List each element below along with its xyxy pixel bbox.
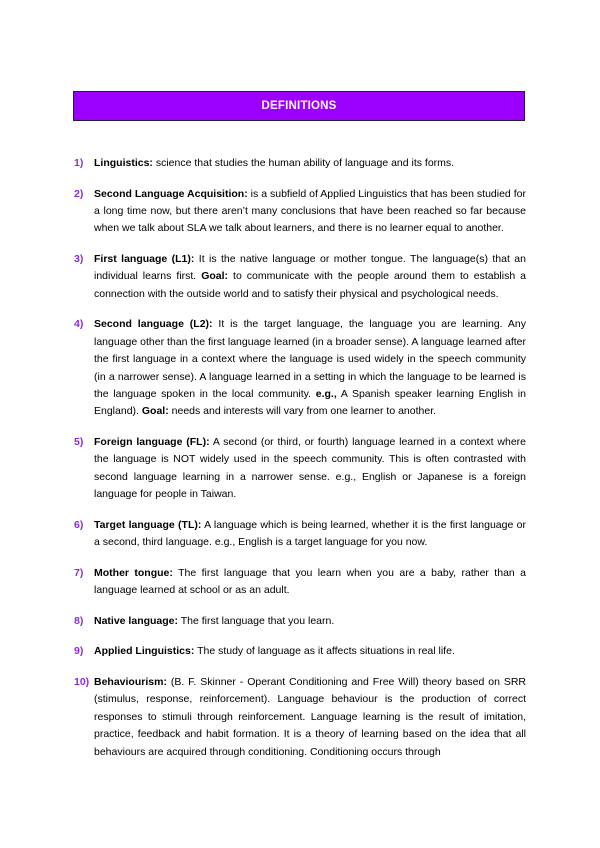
definition-number: 7) — [74, 566, 84, 579]
definition-term: Target language (TL): — [94, 518, 202, 531]
definition-term: Mother tongue: — [94, 566, 173, 579]
definition-text: First language (L1): It is the native language or mother tongue. The language(s) that an individual learns first. Goal: to communicate with the people around them to establish a connection with the outside world and to satisfy their physical and psychological needs. — [94, 253, 526, 300]
definition-item — [74, 316, 526, 420]
definition-number: 4) — [74, 318, 84, 331]
definition-item — [74, 434, 526, 504]
definition-text: Behaviourism: (B. F. Skinner - Operant Conditioning and Free Will) theory based on SRR (stimulus, response, reinforcement). Language behaviour is the production of correct responses to stimuli through reinforcement. Language learning is the result of imitation, practice, feedback and habit formation. It is a theory of learning based on the idea that all behaviours are acquired through conditioning. Conditioning occurs through — [94, 676, 526, 758]
definition-text: Applied Linguistics: The study of language as it affects situations in real life. — [94, 645, 455, 658]
definitions-list — [74, 155, 526, 774]
definition-item — [74, 251, 526, 303]
definition-text: Target language (TL): A language which is being learned, whether it is the first language or a second, third language. e.g., English is a target language for you now. — [94, 518, 526, 549]
definition-term: Second language (L2): — [94, 318, 213, 331]
definition-text: Foreign language (FL): A second (or third, or fourth) language learned in a context where the language is NOT widely used in the speech community. This is often contrasted with second language learning in a narrower sense. e.g., English or Japanese is a foreign language for people in Taiwan. — [94, 436, 526, 501]
definition-text: Linguistics: science that studies the human ability of language and its forms. — [94, 157, 455, 169]
definition-item — [74, 674, 526, 761]
definition-term: First language (L1): — [94, 253, 195, 265]
definition-term: Applied Linguistics: — [94, 645, 195, 658]
definition-item — [74, 565, 526, 600]
definition-text: Mother tongue: The first language that you learn when you are a baby, rather than a language learned at school or as an adult. — [94, 566, 526, 597]
definition-number: 1) — [74, 157, 84, 169]
definition-number: 8) — [74, 614, 84, 627]
definition-text: Second Language Acquisition: is a subfield of Applied Linguistics that has been studied for a long time now, but there aren’t many conclusions that have been reached so far because when we talk about SLA we talk about learners, and there is no learner equal to another. — [94, 187, 526, 235]
definition-number: 9) — [74, 645, 84, 658]
definition-term: Native language: — [94, 614, 179, 627]
definition-term: Second Language Acquisition: — [94, 187, 248, 200]
definition-number: 10) — [74, 676, 90, 689]
page-title: DEFINITIONS — [261, 100, 337, 112]
definition-number: 2) — [74, 187, 84, 200]
definition-text: Second language (L2): It is the target language, the language you are learning. Any language other than the first language learned (in a broader sense). A language learned after the first language in a context where the language is used widely in the speech community (in a narrower sense). A language learned in a setting in which the language to be learned is the language spoken in the local community. e.g., A Spanish speaker learning English in England). Goal: needs and interests will vary from one learner to another. — [94, 318, 526, 418]
definition-item — [74, 613, 526, 630]
definition-text: Native language: The first language that you learn. — [94, 614, 335, 627]
definition-item — [74, 517, 526, 552]
definition-item — [74, 643, 526, 660]
definition-number: 6) — [74, 518, 84, 531]
definition-item — [74, 155, 526, 172]
definition-number: 3) — [74, 253, 84, 265]
definition-term: Foreign language (FL): — [94, 436, 210, 449]
definitions-banner — [73, 91, 525, 121]
definition-term: Behaviourism: — [94, 676, 167, 689]
definition-item — [74, 186, 526, 238]
definition-number: 5) — [74, 436, 84, 449]
definition-term: Linguistics: — [94, 157, 153, 169]
